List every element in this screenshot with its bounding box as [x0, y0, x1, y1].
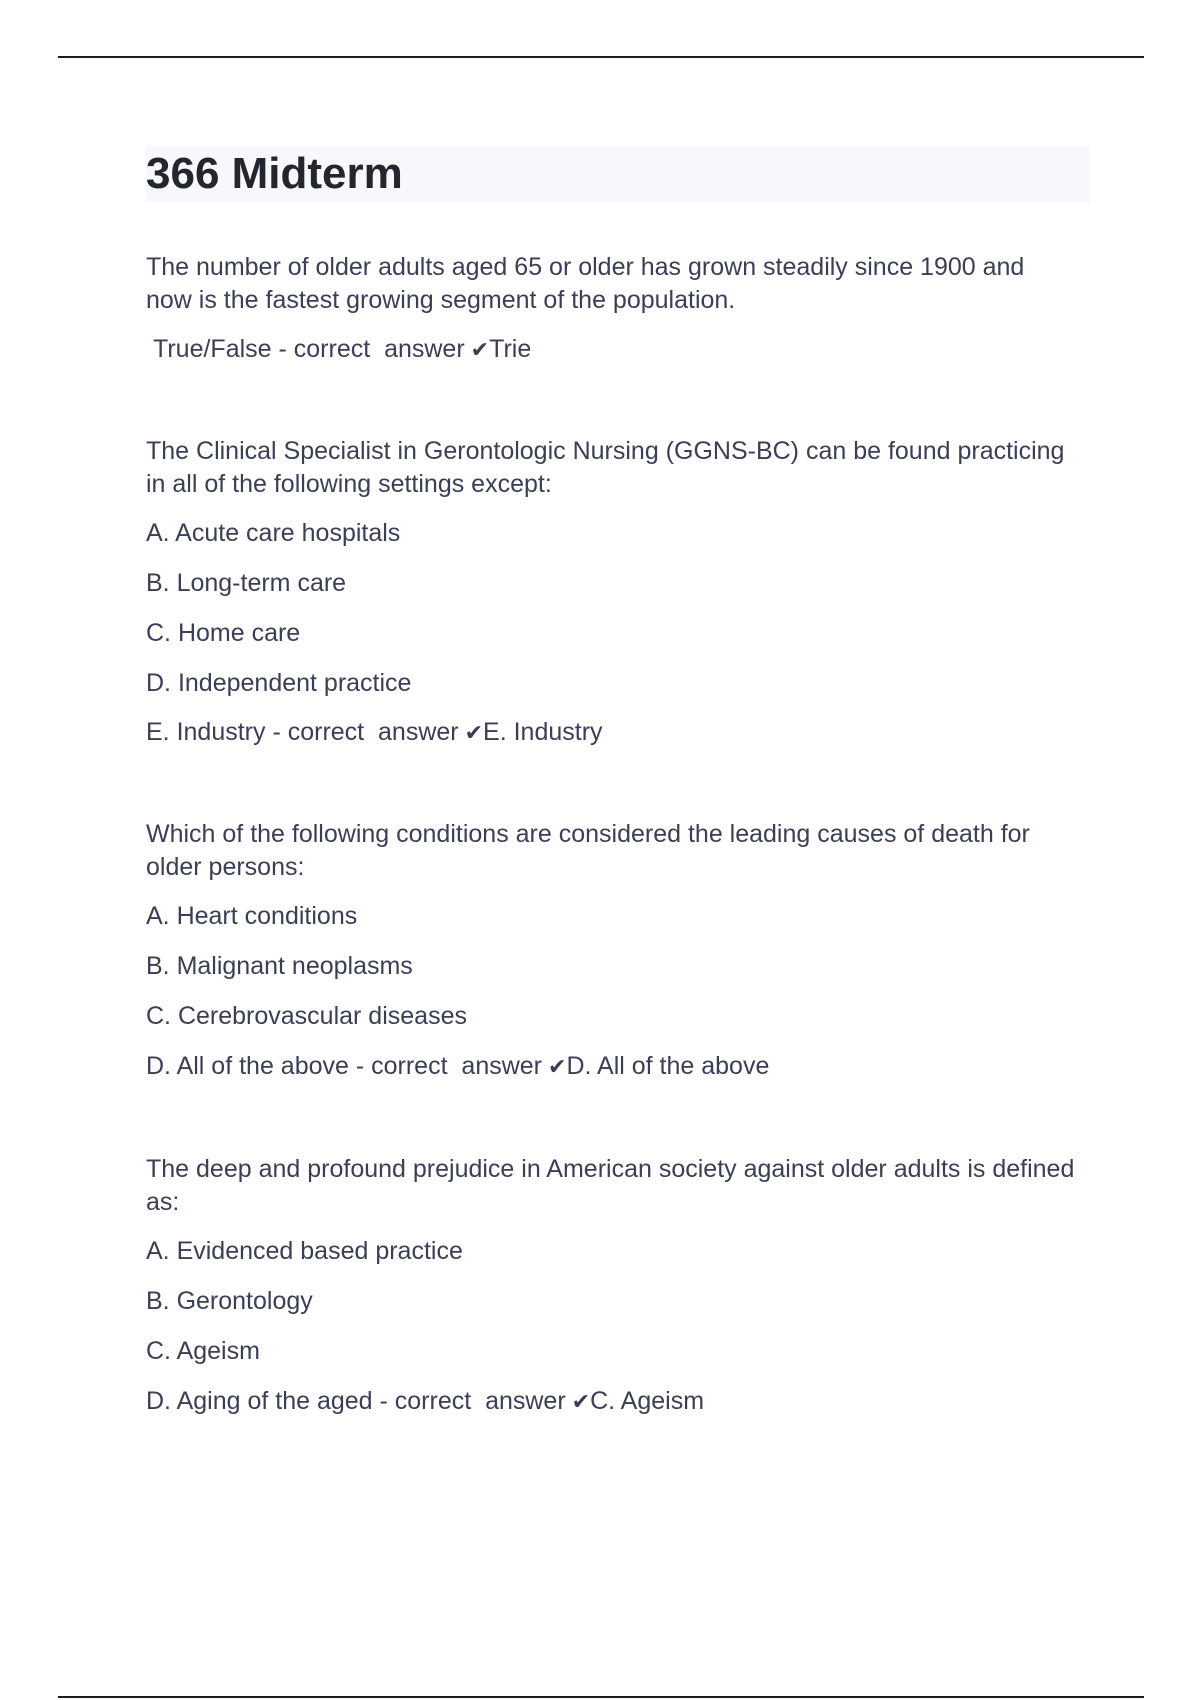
answer-line: [146, 716, 1076, 750]
question-block-2: [146, 435, 1076, 750]
bottom-rule: [58, 1696, 1144, 1698]
option-b: B. Malignant neoplasms: [146, 952, 413, 980]
question-block-4: [146, 1153, 1076, 1419]
question-text: The number of older adults aged 65 or older has grown steadily since 1900 and now is the fastest growing segment of the population.: [146, 253, 1025, 314]
option-c: C. Cerebrovascular diseases: [146, 1002, 467, 1030]
answer-line: [146, 1385, 1076, 1419]
checkmark-icon: ✔: [571, 1390, 591, 1415]
correct-answer: D. All of the above: [566, 1052, 770, 1080]
correct-answer: C. Ageism: [590, 1387, 705, 1415]
top-rule: [58, 56, 1144, 58]
answer-line: [146, 1050, 1076, 1084]
answer-prefix: E. Industry - correct answer: [146, 718, 459, 746]
question-text: The deep and profound prejudice in American society against older adults is defined as:: [146, 1155, 1075, 1216]
checkmark-icon: ✔: [464, 721, 484, 746]
correct-answer: Trie: [489, 335, 532, 363]
answer-prefix: True/False - correct answer: [153, 335, 465, 363]
correct-answer: E. Industry: [483, 718, 603, 746]
question-text: Which of the following conditions are considered the leading causes of death for older persons:: [146, 820, 1030, 881]
checkmark-icon: ✔: [470, 338, 490, 363]
option-a: A. Evidenced based practice: [146, 1237, 463, 1265]
checkmark-icon: ✔: [548, 1055, 567, 1080]
option-c: C. Ageism: [146, 1337, 260, 1365]
option-b: B. Long-term care: [146, 569, 347, 597]
option-b: B. Gerontology: [146, 1287, 313, 1315]
question-block-1: [146, 251, 1076, 367]
option-c: C. Home care: [146, 619, 301, 647]
option-d: D. Independent practice: [146, 669, 412, 697]
answer-line: [146, 333, 1076, 367]
answer-prefix: D. Aging of the aged - correct answer: [146, 1387, 566, 1415]
question-block-3: [146, 818, 1076, 1084]
option-a: A. Heart conditions: [146, 902, 358, 930]
question-text: The Clinical Specialist in Gerontologic Nursing (GGNS-BC) can be found practicing in all of the following settings except:: [146, 437, 1065, 498]
option-a: A. Acute care hospitals: [146, 519, 401, 547]
answer-prefix: D. All of the above - correct answer: [146, 1052, 543, 1080]
page-title: 366 Midterm: [146, 149, 403, 198]
